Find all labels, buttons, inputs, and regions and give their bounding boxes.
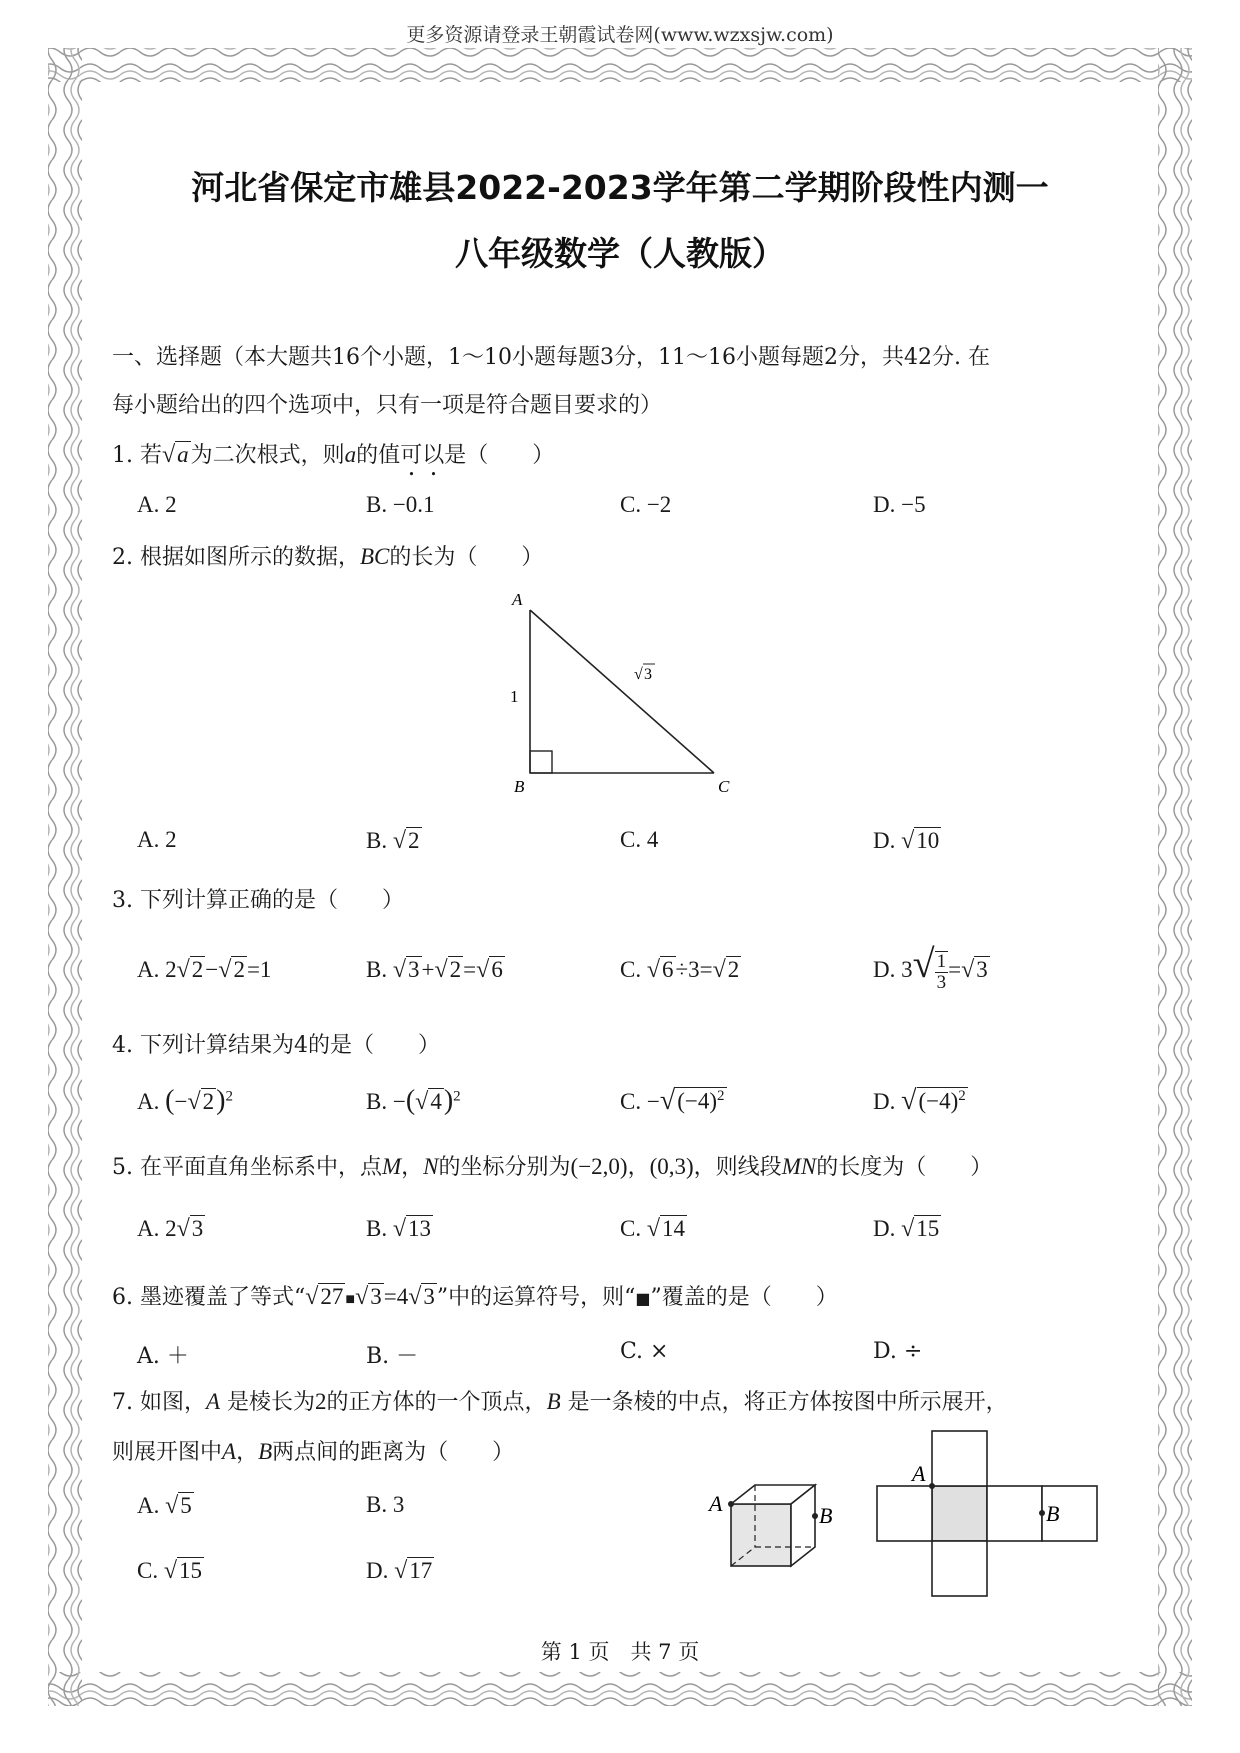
hypotenuse-label: 3: [644, 666, 652, 683]
q6-option-b[interactable]: B. －: [366, 1344, 419, 1369]
hypotenuse-radical-sign: √: [634, 666, 643, 683]
q5-option-b[interactable]: B. √13: [366, 1216, 432, 1242]
right-triangle-figure: [490, 585, 750, 800]
cube-vertex-a-label: A: [709, 1491, 723, 1516]
q4-option-c[interactable]: C. $-√(-4)^2$: [620, 1085, 725, 1116]
q2-option-d[interactable]: D. √10: [873, 828, 940, 854]
cube-figure: [705, 1475, 855, 1575]
cube-point-b-label: B: [819, 1503, 833, 1528]
exam-subtitle: 八年级数学（人教版）: [455, 234, 785, 273]
q1-option-a[interactable]: A. 2: [137, 492, 177, 517]
exam-title: 河北省保定市雄县2022-2023学年第二学期阶段性内测一: [191, 168, 1049, 207]
q2-option-a[interactable]: A. 2: [137, 827, 177, 852]
q5-option-c[interactable]: C. √14: [620, 1216, 686, 1242]
q6-option-c[interactable]: C. ×: [620, 1339, 669, 1364]
q4-option-a[interactable]: A. $(-√2)^2$: [137, 1085, 233, 1116]
vertex-b-label: B: [514, 777, 525, 796]
q7-option-b[interactable]: B. 3: [366, 1492, 405, 1517]
question-3-stem: 3. 下列计算正确的是（ ）: [112, 888, 404, 913]
net-point-a-label: A: [912, 1461, 926, 1486]
q1-option-b[interactable]: B. −0.1: [366, 492, 435, 517]
question-7-line1: 7. 如图，A 是棱长为2的正方体的一个顶点，B 是一条棱的中点，将正方体按图中所示展开，: [112, 1389, 1008, 1415]
q4-option-b[interactable]: B. $-(√4)^2$: [366, 1085, 461, 1116]
q4-option-d[interactable]: D. $√(-4)^2$: [873, 1085, 966, 1116]
cube-net-figure: [870, 1425, 1105, 1600]
section-heading-line1: 一、选择题（本大题共16个小题，1～10小题每题3分，11～16小题每题2分，共42分. 在: [112, 345, 990, 370]
q3-option-c[interactable]: C. √6÷3=√2: [620, 957, 740, 983]
q1-option-c[interactable]: C. −2: [620, 492, 672, 517]
q7-option-d[interactable]: D. √17: [366, 1558, 433, 1584]
vertex-a-label: A: [512, 590, 523, 609]
q3-option-d[interactable]: D. 3√ $\frac{1}{3}$ =√3: [873, 941, 988, 993]
q1-option-d[interactable]: D. −5: [873, 492, 926, 517]
vertex-c-label: C: [718, 777, 730, 796]
q6-option-d[interactable]: D. ÷: [873, 1339, 923, 1364]
section-heading-line2: 每小题给出的四个选项中，只有一项是符合题目要求的）: [112, 393, 663, 418]
question-1-stem: 1. 若√a为二次根式，则a的值可以是（ ）: [112, 442, 555, 468]
question-7-line2: 则展开图中A，B两点间的距离为（ ）: [112, 1439, 515, 1465]
q5-option-a[interactable]: A. 2√3: [137, 1216, 204, 1242]
net-point-b-label: B: [1046, 1501, 1060, 1526]
q2-option-c[interactable]: C. 4: [620, 827, 659, 852]
side-ab-label: 1: [510, 687, 519, 706]
q5-option-d[interactable]: D. √15: [873, 1216, 940, 1242]
page-footer: 第 1 页 共 7 页: [540, 1640, 700, 1664]
q7-option-c[interactable]: C. √15: [137, 1558, 203, 1584]
q3-option-b[interactable]: B. √3+√2=√6: [366, 957, 503, 983]
q2-option-b[interactable]: B. √2: [366, 828, 420, 854]
question-4-stem: 4. 下列计算结果为4的是（ ）: [112, 1033, 440, 1058]
source-header: 更多资源请登录王朝霞试卷网(www.wzxsjw.com): [406, 24, 834, 46]
question-6-stem: 6. 墨迹覆盖了等式“√27 ■√3=4√3”中的运算符号，则“■”覆盖的是（ ）: [112, 1284, 838, 1310]
q6-option-a[interactable]: A. ＋: [137, 1344, 189, 1369]
q3-option-a[interactable]: A. 2√2−√2=1: [137, 957, 272, 983]
question-2-stem: 2. 根据如图所示的数据，BC的长为（ ）: [112, 544, 544, 570]
question-5-stem: 5. 在平面直角坐标系中，点M，N的坐标分别为(−2,0)，(0,3)，则线段MN的长度为（ ）: [112, 1154, 993, 1180]
q7-option-a[interactable]: A. √5: [137, 1493, 192, 1519]
